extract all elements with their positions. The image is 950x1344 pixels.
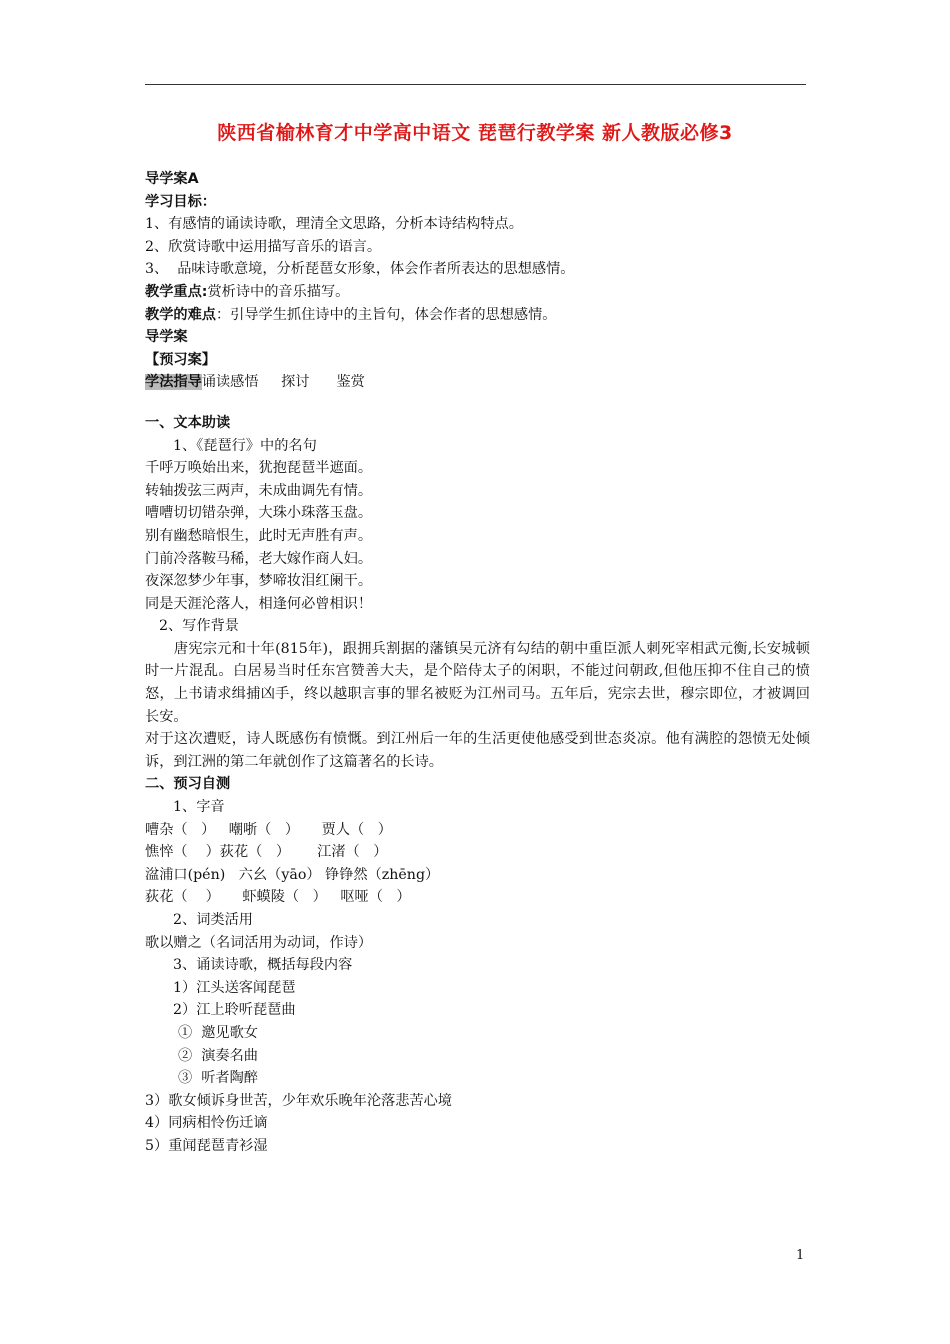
summary-item: 5）重闻琵琶青衫湿 [145, 1137, 268, 1154]
key-point [145, 281, 810, 304]
objective-item: 2、欣赏诗歌中运用描写音乐的语言。 [145, 238, 382, 255]
key-point-text: 赏析诗中的音乐描写。 [207, 283, 350, 300]
summary-item: 2）江上聆听琵琶曲 [173, 1002, 296, 1019]
objective-item: 1、有感情的诵读诗歌，理清全文思路，分析本诗结构特点。 [145, 216, 523, 233]
method-label: 学法指导 [145, 374, 202, 391]
document-title: 陕西省榆林育才中学高中语文 琵琶行教学案 新人教版必修3 [217, 122, 733, 144]
summary-item: 3）歌女倾诉身世苦，少年欢乐晚年沦落悲苦心境 [145, 1092, 452, 1109]
poem-line: 夜深忽梦少年事，梦啼妆泪红阑干。 [145, 573, 373, 590]
method-line [145, 371, 810, 394]
famous-lines-heading: 1、《琵琶行》中的名句 [173, 437, 317, 454]
guide-a-heading: 导学案A [145, 171, 199, 187]
objectives-heading: 学习目标： [145, 193, 216, 210]
difficulty [145, 304, 810, 327]
pronunciation-line: 嘈杂（ ） 嘲哳（ ） 贾人（ ） [145, 821, 392, 838]
poem-line: 嘈嘈切切错杂弹，大珠小珠落玉盘。 [145, 505, 373, 522]
summary-item: 1）江头送客闻琵琶 [173, 979, 296, 996]
key-point-label: 教学重点: [145, 283, 208, 300]
pronunciation-line: 湓浦口(pén) 六幺（yāo） 铮铮然（zhēng） [145, 866, 440, 883]
background-heading: 2、写作背景 [159, 618, 239, 635]
page-number: 1 [796, 1248, 805, 1263]
guide-heading: 导学案 [145, 329, 188, 346]
document-body [145, 168, 810, 1158]
objective-item: 3、 品味诗歌意境，分析琵琶女形象，体会作者所表达的思想感情。 [145, 261, 575, 278]
recite-heading: 3、诵读诗歌，概括每段内容 [173, 957, 353, 974]
summary-subitem: ② 演奏名曲 [178, 1047, 258, 1064]
summary-subitem: ① 邀见歌女 [178, 1024, 258, 1041]
summary-subitem: ③ 听者陶醉 [178, 1070, 258, 1087]
poem-line: 门前冷落鞍马稀，老大嫁作商人妇。 [145, 550, 373, 567]
poem-line: 转轴拨弦三两声，未成曲调先有情。 [145, 482, 373, 499]
background-paragraph: 唐宪宗元和十年(815年)，跟拥兵割据的藩镇吴元济有勾结的朝中重臣派人刺死宰相武元衡,长安城顿时一片混乱。白居易当时任东宫赞善大夫，是个陪侍太子的闲职，不能过问朝政,但他压抑不住自己的愤怒，上书请求缉捕凶手，终以越职言事的罪名被贬为江州司马。五年后，宪宗去世，穆宗即位，才被调回长安。 [145, 640, 810, 725]
poem-line: 千呼万唤始出来，犹抱琵琶半遮面。 [145, 460, 373, 477]
word-class-heading: 2、词类活用 [173, 912, 253, 928]
difficulty-text: ：引导学生抓住诗中的主旨句，体会作者的思想感情。 [215, 306, 557, 323]
preview-heading: 【预习案】 [145, 351, 216, 368]
pronunciation-heading: 1、字音 [173, 799, 225, 816]
poem-line: 别有幽愁暗恨生，此时无声胜有声。 [145, 527, 373, 544]
top-rule [145, 84, 806, 85]
word-class-text: 歌以赠之（名词活用为动词，作诗） [145, 934, 373, 951]
section-1-heading: 一、文本助读 [145, 414, 231, 431]
difficulty-label: 教学的难点 [145, 306, 216, 323]
pronunciation-line: 荻花（ ） 虾蟆陵（ ） 呕哑（ ） [145, 889, 411, 906]
background-paragraph: 对于这次遭贬，诗人既感伤有愤慨。到江州后一年的生活更使他感受到世态炎凉。他有满腔的怨愤无处倾诉，到江洲的第二年就创作了这篇著名的长诗。 [145, 731, 810, 770]
pronunciation-line: 憔悴（ ）荻花（ ） 江渚（ ） [145, 844, 388, 861]
method-text: 诵读感悟 探讨 鉴赏 [201, 374, 365, 391]
poem-line: 同是天涯沦落人，相逢何必曾相识！ [145, 595, 373, 612]
section-2-heading: 二、预习自测 [145, 776, 231, 793]
summary-item: 4）同病相怜伤迁谪 [145, 1115, 268, 1132]
